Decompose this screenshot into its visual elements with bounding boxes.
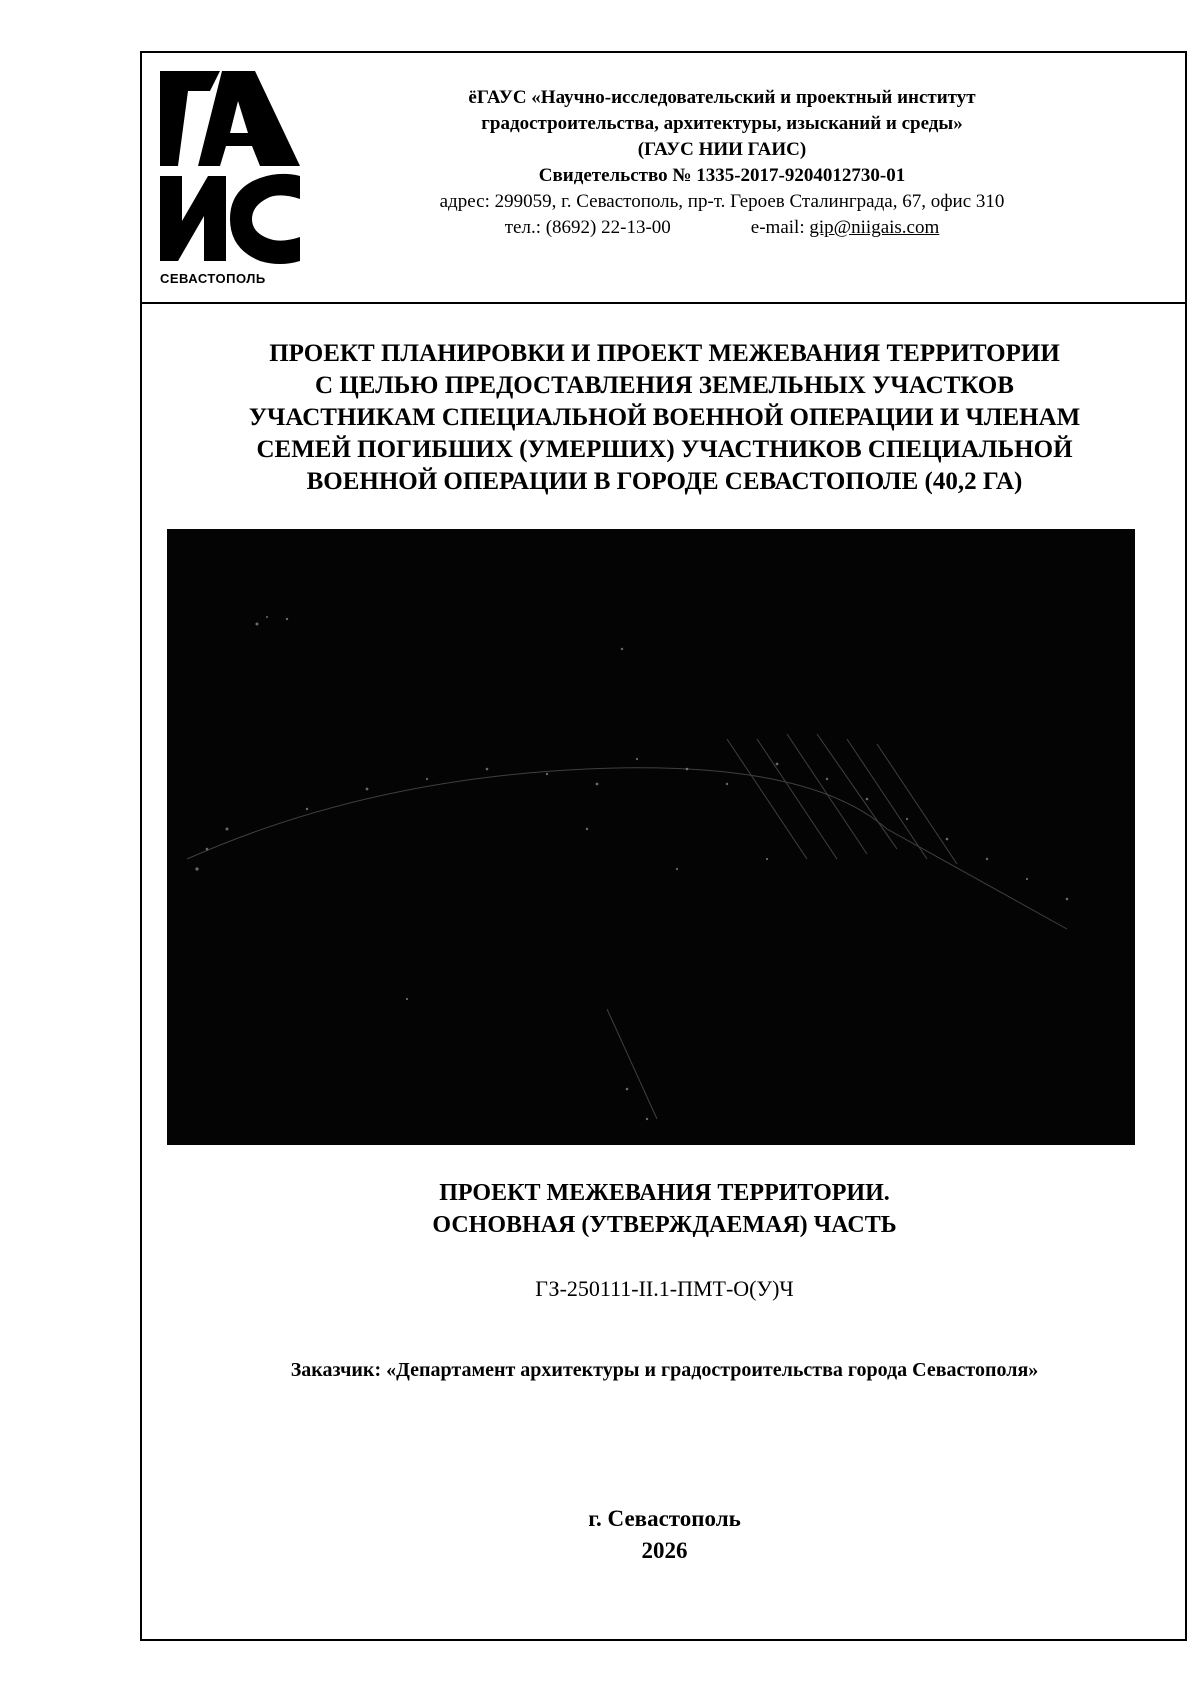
year: 2026 <box>641 1538 688 1563</box>
subtitle-line: ОСНОВНАЯ (УТВЕРЖДАЕМАЯ) ЧАСТЬ <box>432 1212 897 1238</box>
aerial-photo-image <box>167 529 1135 1145</box>
city-name: г. Севастополь <box>588 1506 741 1531</box>
org-short-name: (ГАУС НИИ ГАИС) <box>637 139 807 160</box>
aerial-photo <box>167 529 1135 1145</box>
title-line: ПРОЕКТ ПЛАНИРОВКИ И ПРОЕКТ МЕЖЕВАНИЯ ТЕРРИТОРИИ <box>269 340 1060 367</box>
document-code: ГЗ-250111-II.1-ПМТ-О(У)Ч <box>535 1276 794 1301</box>
org-contacts <box>342 215 1102 241</box>
gais-logo-mark <box>160 71 300 271</box>
project-title <box>162 338 1167 498</box>
org-phone: тел.: (8692) 22-13-00 <box>504 217 671 238</box>
gais-logo <box>160 71 300 291</box>
org-email-block <box>751 215 939 241</box>
org-address: адрес: 299059, г. Севастополь, пр-т. Героев Сталинграда, 67, офис 310 <box>439 191 1005 212</box>
letterhead <box>142 53 1185 304</box>
title-line: УЧАСТНИКАМ СПЕЦИАЛЬНОЙ ВОЕННОЙ ОПЕРАЦИИ И ЧЛЕНАМ <box>248 404 1081 431</box>
page-frame <box>140 51 1187 1641</box>
title-line: СЕМЕЙ ПОГИБШИХ (УМЕРШИХ) УЧАСТНИКОВ СПЕЦИАЛЬНОЙ <box>256 436 1073 463</box>
logo-caption: СЕВАСТОПОЛЬ <box>160 271 266 286</box>
title-line: С ЦЕЛЬЮ ПРЕДОСТАВЛЕНИЯ ЗЕМЕЛЬНЫХ УЧАСТКОВ <box>315 372 1014 399</box>
email-link[interactable]: gip@niigais.com <box>809 217 940 238</box>
document-subtitle <box>162 1177 1167 1241</box>
email-label: e-mail: <box>750 217 805 238</box>
client-name: Заказчик: «Департамент архитектуры и градостроительства города Севастополя» <box>290 1359 1039 1381</box>
certificate-number: Свидетельство № 1335-2017-9204012730-01 <box>538 165 906 186</box>
title-line: ВОЕННОЙ ОПЕРАЦИИ В ГОРОДЕ СЕВАСТОПОЛЕ (40,2 ГА) <box>306 468 1023 495</box>
org-name-line2: градостроительства, архитектуры, изысканий и среды» <box>481 113 963 134</box>
place-and-year <box>162 1503 1167 1567</box>
subtitle-line: ПРОЕКТ МЕЖЕВАНИЯ ТЕРРИТОРИИ. <box>439 1180 890 1206</box>
organization-info <box>342 85 1102 241</box>
org-name-line1: ёГАУС «Научно-исследовательский и проектный институт <box>468 87 976 108</box>
